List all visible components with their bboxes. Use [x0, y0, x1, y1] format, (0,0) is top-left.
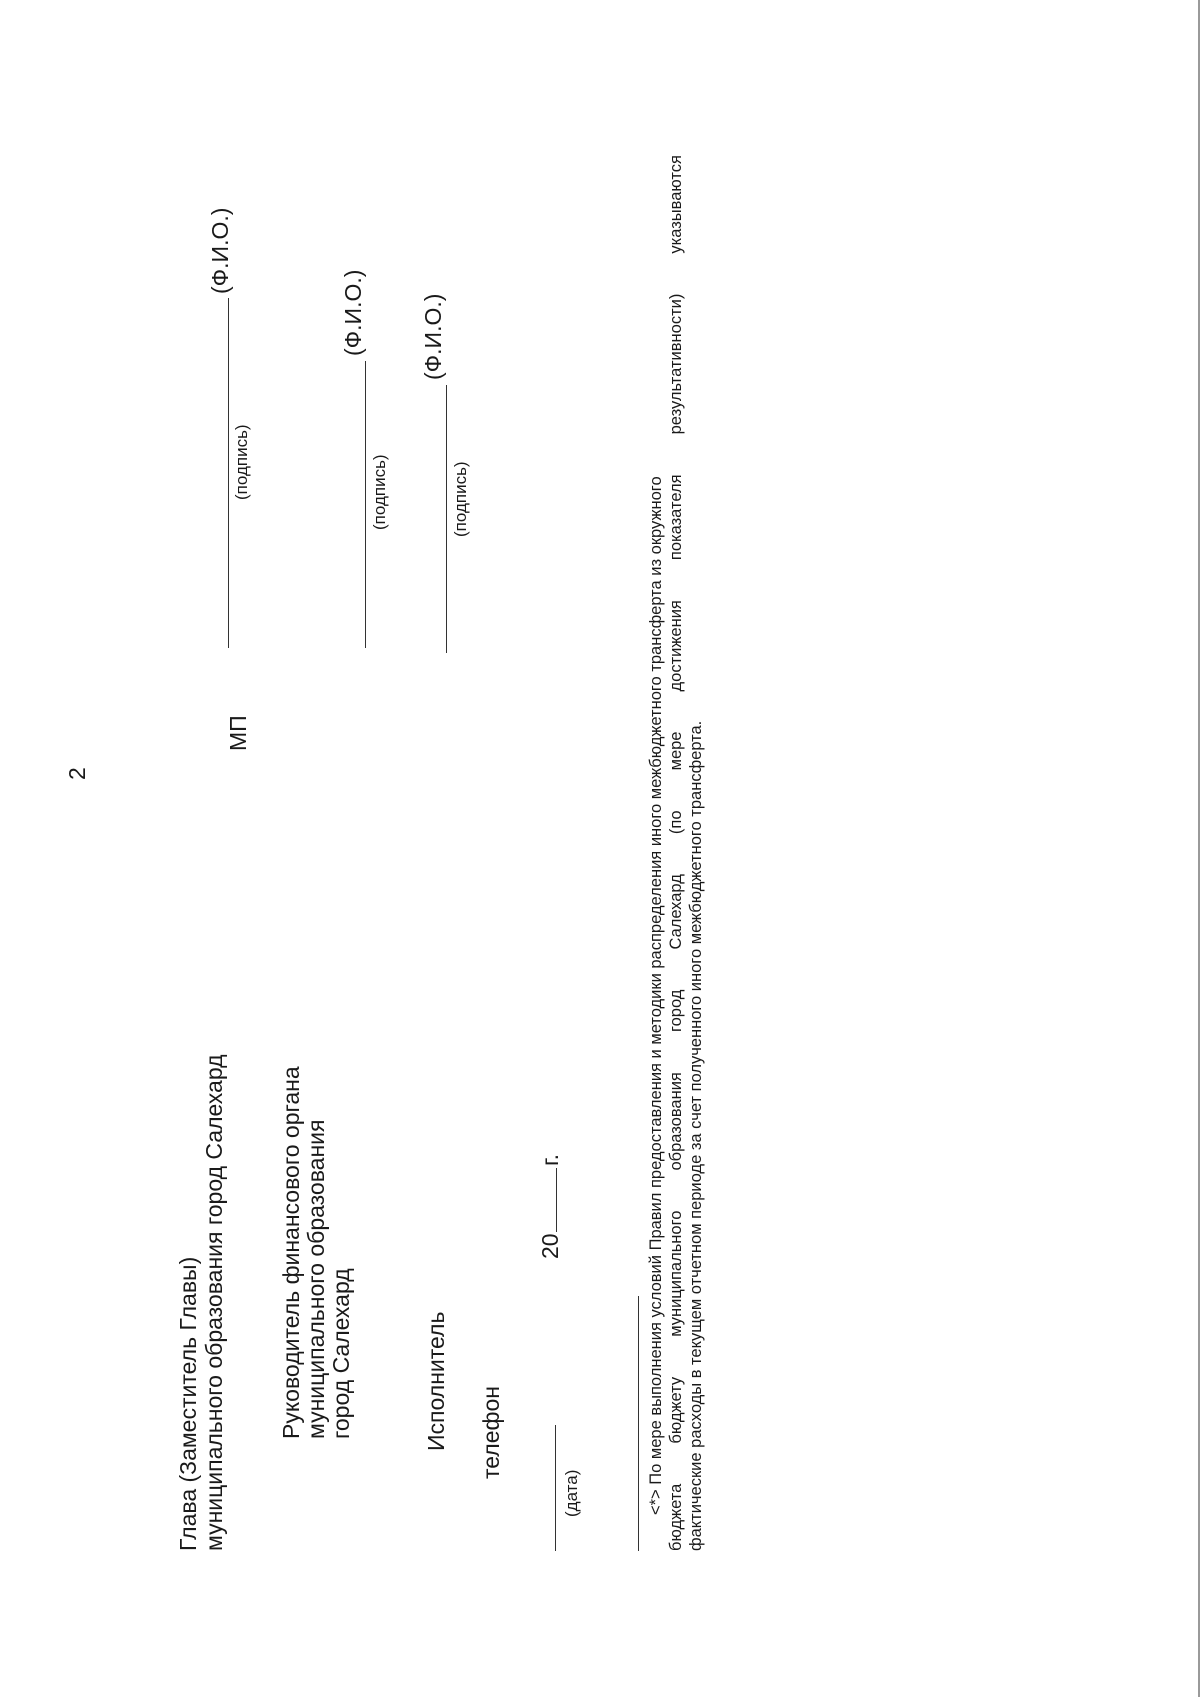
executor-label: Исполнитель: [423, 1311, 449, 1451]
footnote-line2: бюджета бюджету муниципального образования город Салехард (по мере достижения показателя результативности) указываются: [667, 155, 685, 1551]
phone-label: телефон: [478, 1386, 504, 1479]
finance-signature-line: [365, 361, 366, 648]
finance-name-caption: (Ф.И.О.): [340, 269, 366, 356]
executor-signature-line: [446, 385, 447, 653]
head-title-line1: Глава (Заместитель Главы): [175, 1256, 201, 1551]
date-year-line: [556, 1168, 557, 1232]
date-caption: (дата): [562, 1469, 581, 1517]
executor-name-caption: (Ф.И.О.): [420, 293, 446, 380]
head-signature-line: [228, 298, 229, 648]
executor-signature-caption: (подпись): [451, 461, 470, 537]
footnote-separator: [638, 1296, 639, 1551]
date-line: [555, 1425, 556, 1551]
footnote-line3: фактические расходы в текущем отчетном периоде за счет полученного иного межбюджетного трансферта.: [687, 720, 705, 1551]
footnote-line1: <*> По мере выполнения условий Правил предоставления и методики распределения иного межбюджетного трансферта из окружного: [647, 476, 665, 1515]
finance-signature-caption: (подпись): [370, 454, 389, 530]
head-name-caption: (Ф.И.О.): [207, 207, 233, 294]
head-title-line2: муниципального образования город Салехард: [201, 1054, 227, 1551]
finance-title-line3: город Салехард: [328, 1268, 354, 1439]
date-year-suffix: г.: [537, 1154, 563, 1166]
finance-title-line2: муниципального образования: [303, 1119, 329, 1439]
date-year-prefix: 20: [537, 1233, 563, 1259]
page-number: 2: [64, 767, 90, 780]
stamp-label: МП: [225, 715, 251, 751]
head-signature-caption: (подпись): [232, 424, 251, 500]
finance-title-line1: Руководитель финансового органа: [278, 1066, 304, 1439]
